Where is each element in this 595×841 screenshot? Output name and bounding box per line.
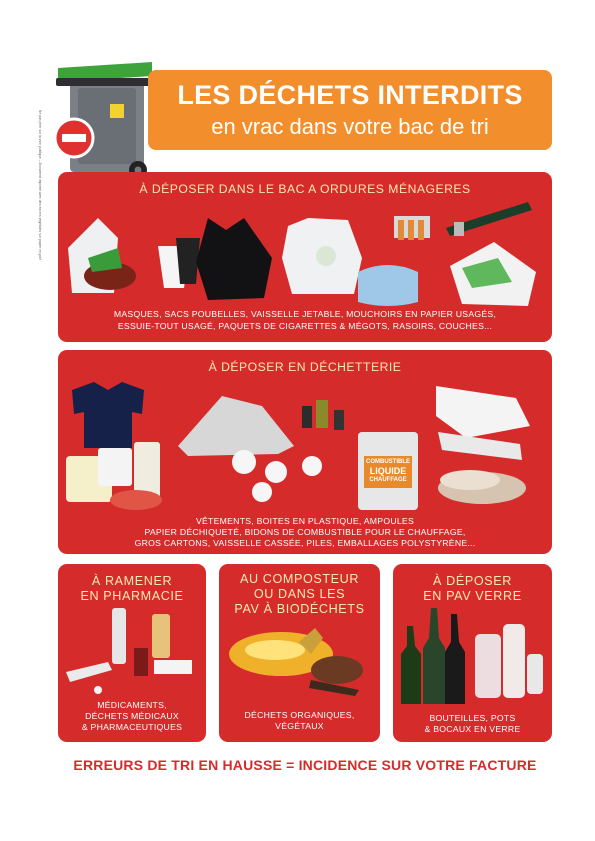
panel-verre (393, 564, 552, 742)
panel-caption-line: DÉCHETS MÉDICAUX (85, 711, 179, 721)
title-banner (148, 70, 552, 150)
panel-caption-line: MASQUES, SACS POUBELLES, VAISSELLE JETABLE, MOUCHOIRS EN PAPIER USAGÉS, (113, 309, 497, 319)
recycling-centre-illustration (58, 376, 552, 512)
panel-title: À DÉPOSER (433, 574, 512, 588)
panel-caption-line: DÉCHETS ORGANIQUES, (244, 710, 355, 720)
panel-caption-line: & BOCAUX EN VERRE (424, 724, 521, 734)
medicines-illustration (58, 606, 206, 698)
page-subtitle: en vrac dans votre bac de tri (211, 114, 489, 139)
panel-caption-line: BOUTEILLES, POTS (429, 713, 516, 723)
panel-caption-line: MÉDICAMENTS, (97, 700, 167, 710)
panel-pharmacie (58, 564, 206, 742)
panel-title: EN PAV VERRE (423, 589, 522, 603)
footer-warning: ERREURS DE TRI EN HAUSSE = INCIDENCE SUR VOTRE FACTURE (73, 757, 537, 773)
panel-caption-line: VÉGÉTAUX (275, 721, 324, 731)
jerrican-label: COMBUSTIBLE LIQUIDE CHAUFFAGE (366, 459, 410, 483)
household-waste-illustration (58, 198, 552, 308)
panel-title: OU DANS LES (253, 587, 346, 601)
panel-caption-line: GROS CARTONS, VAISSELLE CASSÉE, PILES, EMBALLAGES POLYSTYRÈNE... (134, 538, 476, 548)
panel-title: AU COMPOSTEUR (239, 572, 360, 586)
glass-bottles-illustration (393, 604, 552, 708)
side-legal-text: Ne pas jeter sur la voie publique – Document imprimé avec des encres végétales sur papier recyclé (38, 110, 42, 261)
panel-caption-line: VÊTEMENTS, BOITES EN PLASTIQUE, AMPOULES (195, 516, 415, 526)
page-title: LES DÉCHETS INTERDITS (177, 80, 523, 110)
panel-dechetterie (58, 350, 552, 554)
panel-title: À RAMENER (91, 574, 173, 588)
panel-title: PAV À BIODÉCHETS (234, 602, 365, 616)
side-legal-note (34, 110, 42, 770)
panel-caption-line: & PHARMACEUTIQUES (81, 722, 183, 732)
panel-composteur (219, 564, 380, 742)
panel-ordures-menageres (58, 172, 552, 342)
panel-caption-line: PAPIER DÉCHIQUETÉ, BIDONS DE COMBUSTIBLE POUR LE CHAUFFAGE, (144, 527, 466, 537)
panel-title: À DÉPOSER DANS LE BAC A ORDURES MÉNAGERES (139, 182, 471, 196)
panel-caption-line: ESSUIE-TOUT USAGÉ, PAQUETS DE CIGARETTES & MÉGOTS, RASOIRS, COUCHES... (117, 321, 493, 331)
panel-title: EN PHARMACIE (80, 589, 184, 603)
panel-title: À DÉPOSER EN DÉCHETTERIE (208, 360, 402, 374)
organic-waste-illustration (219, 620, 380, 706)
recycling-bin-icon (52, 58, 156, 186)
